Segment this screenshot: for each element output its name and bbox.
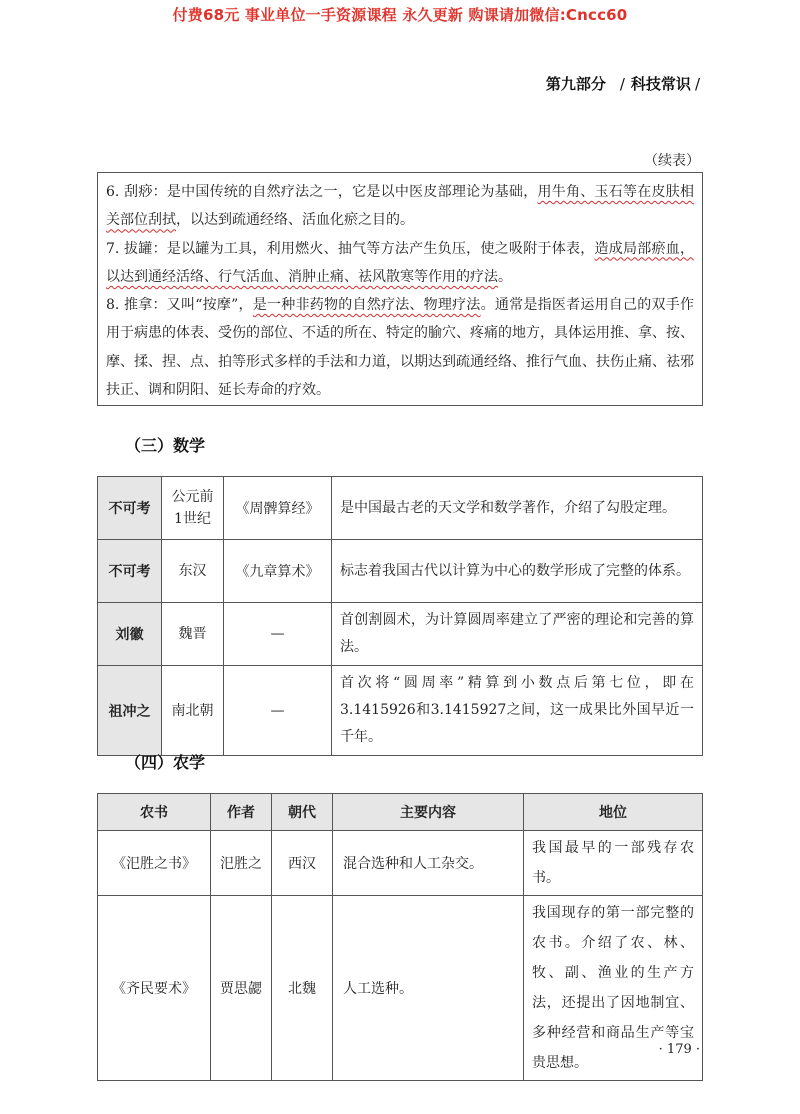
therapy-text-box (97, 172, 703, 406)
name-cell: 祖冲之 (98, 666, 162, 756)
book-cell: 《汜胜之书》 (98, 831, 211, 896)
text: 7. 拔罐：是以罐为工具，利用燃火、抽气等方法产生负压，使之吸附于体表， (106, 240, 595, 257)
math-table (97, 476, 703, 756)
section-heading-agriculture: （四）农学 (125, 753, 206, 772)
table-row (98, 666, 703, 756)
table-row (98, 603, 703, 666)
header-separator: / (619, 75, 625, 93)
desc-cell: 首次将“圆周率”精算到小数点后第七位，即在3.1415926和3.1415927之间，这一成果比外国早近一千年。 (332, 666, 703, 756)
era-cell: 南北朝 (162, 666, 224, 756)
text: 6. 刮痧：是中国传统的自然疗法之一，它是以中医皮部理论为基础， (106, 184, 538, 200)
desc-cell: 标志着我国古代以计算为中心的数学形成了完整的体系。 (332, 540, 703, 603)
section-heading-math: （三）数学 (125, 436, 206, 455)
column-header: 农书 (98, 794, 211, 831)
name-cell: 不可考 (98, 477, 162, 540)
name-cell: 不可考 (98, 540, 162, 603)
book-cell: 《周髀算经》 (224, 477, 332, 540)
paragraph-tuina (106, 291, 694, 404)
page-number: · 179 · (658, 1042, 700, 1057)
paragraph-baguan (106, 235, 694, 292)
column-header: 作者 (211, 794, 272, 831)
table-row (98, 540, 703, 603)
era-cell (162, 477, 224, 540)
column-header: 朝代 (272, 794, 333, 831)
underlined-text: 造成局部瘀血，以达到通经活络、行气活血、消肿止痛、祛风散寒等作用的疗法 (106, 240, 694, 285)
table-row (98, 477, 703, 540)
text: ，以达到疏通经络、活血化瘀之目的。 (176, 212, 414, 229)
era-cell: 魏晋 (162, 603, 224, 666)
part-label: 第九部分 (545, 75, 606, 93)
book-cell: — (224, 603, 332, 666)
dynasty-cell: 北魏 (272, 896, 333, 1081)
content-cell: 混合选种和人工杂交。 (333, 831, 524, 896)
column-header: 地位 (524, 794, 703, 831)
status-cell: 我国最早的一部残存农书。 (524, 831, 703, 896)
content-cell: 人工选种。 (333, 896, 524, 1081)
status-cell: 我国现存的第一部完整的农书。介绍了农、林、牧、副、渔业的生产方法，还提出了因地制宜、多种经营和商品生产等宝贵思想。 (524, 896, 703, 1081)
agriculture-table (97, 793, 703, 1081)
author-cell: 贾思勰 (211, 896, 272, 1081)
book-cell: 《九章算术》 (224, 540, 332, 603)
era-text: 公元前1世纪 (171, 489, 214, 527)
table-header-row (98, 794, 703, 831)
name-cell: 刘徽 (98, 603, 162, 666)
table-row (98, 831, 703, 896)
desc-cell: 首创割圆术，为计算圆周率建立了严密的理论和完善的算法。 (332, 603, 703, 666)
watermark-banner: 付费68元 事业单位一手资源课程 永久更新 购课请加微信:Cncc60 (172, 6, 628, 24)
dynasty-cell: 西汉 (272, 831, 333, 896)
paragraph-guasha (106, 178, 694, 235)
page-header (546, 73, 700, 94)
underlined-text: 用牛角、玉石等在皮肤相关部位刮拭 (106, 184, 694, 229)
chapter-title: 科技常识 (630, 75, 691, 93)
column-header: 主要内容 (333, 794, 524, 831)
book-cell: — (224, 666, 332, 756)
author-cell: 汜胜之 (211, 831, 272, 896)
table-row (98, 896, 703, 1081)
underlined-text: 是一种非药物的自然疗法、物理疗法 (252, 297, 481, 314)
text: 。 (498, 268, 512, 285)
desc-cell: 是中国最古老的天文学和数学著作，介绍了勾股定理。 (332, 477, 703, 540)
continued-label: （续表） (644, 153, 700, 169)
header-separator-tail: / (694, 75, 700, 93)
book-cell: 《齐民要术》 (98, 896, 211, 1081)
text: 8. 推拿：又叫“按摩”， (106, 297, 253, 314)
era-cell: 东汉 (162, 540, 224, 603)
text: 。通常是指医者运用自己的双手作用于病患的体表、受伤的部位、不适的所在、特定的腧穴、疼痛的地方，具体运用推、拿、按、摩、揉、捏、点、拍等形式多样的手法和力道，以期达到疏通经络、推行气血、扶伤止痛、祛邪扶正、调和阴阳、延长寿命的疗效。 (106, 297, 695, 399)
